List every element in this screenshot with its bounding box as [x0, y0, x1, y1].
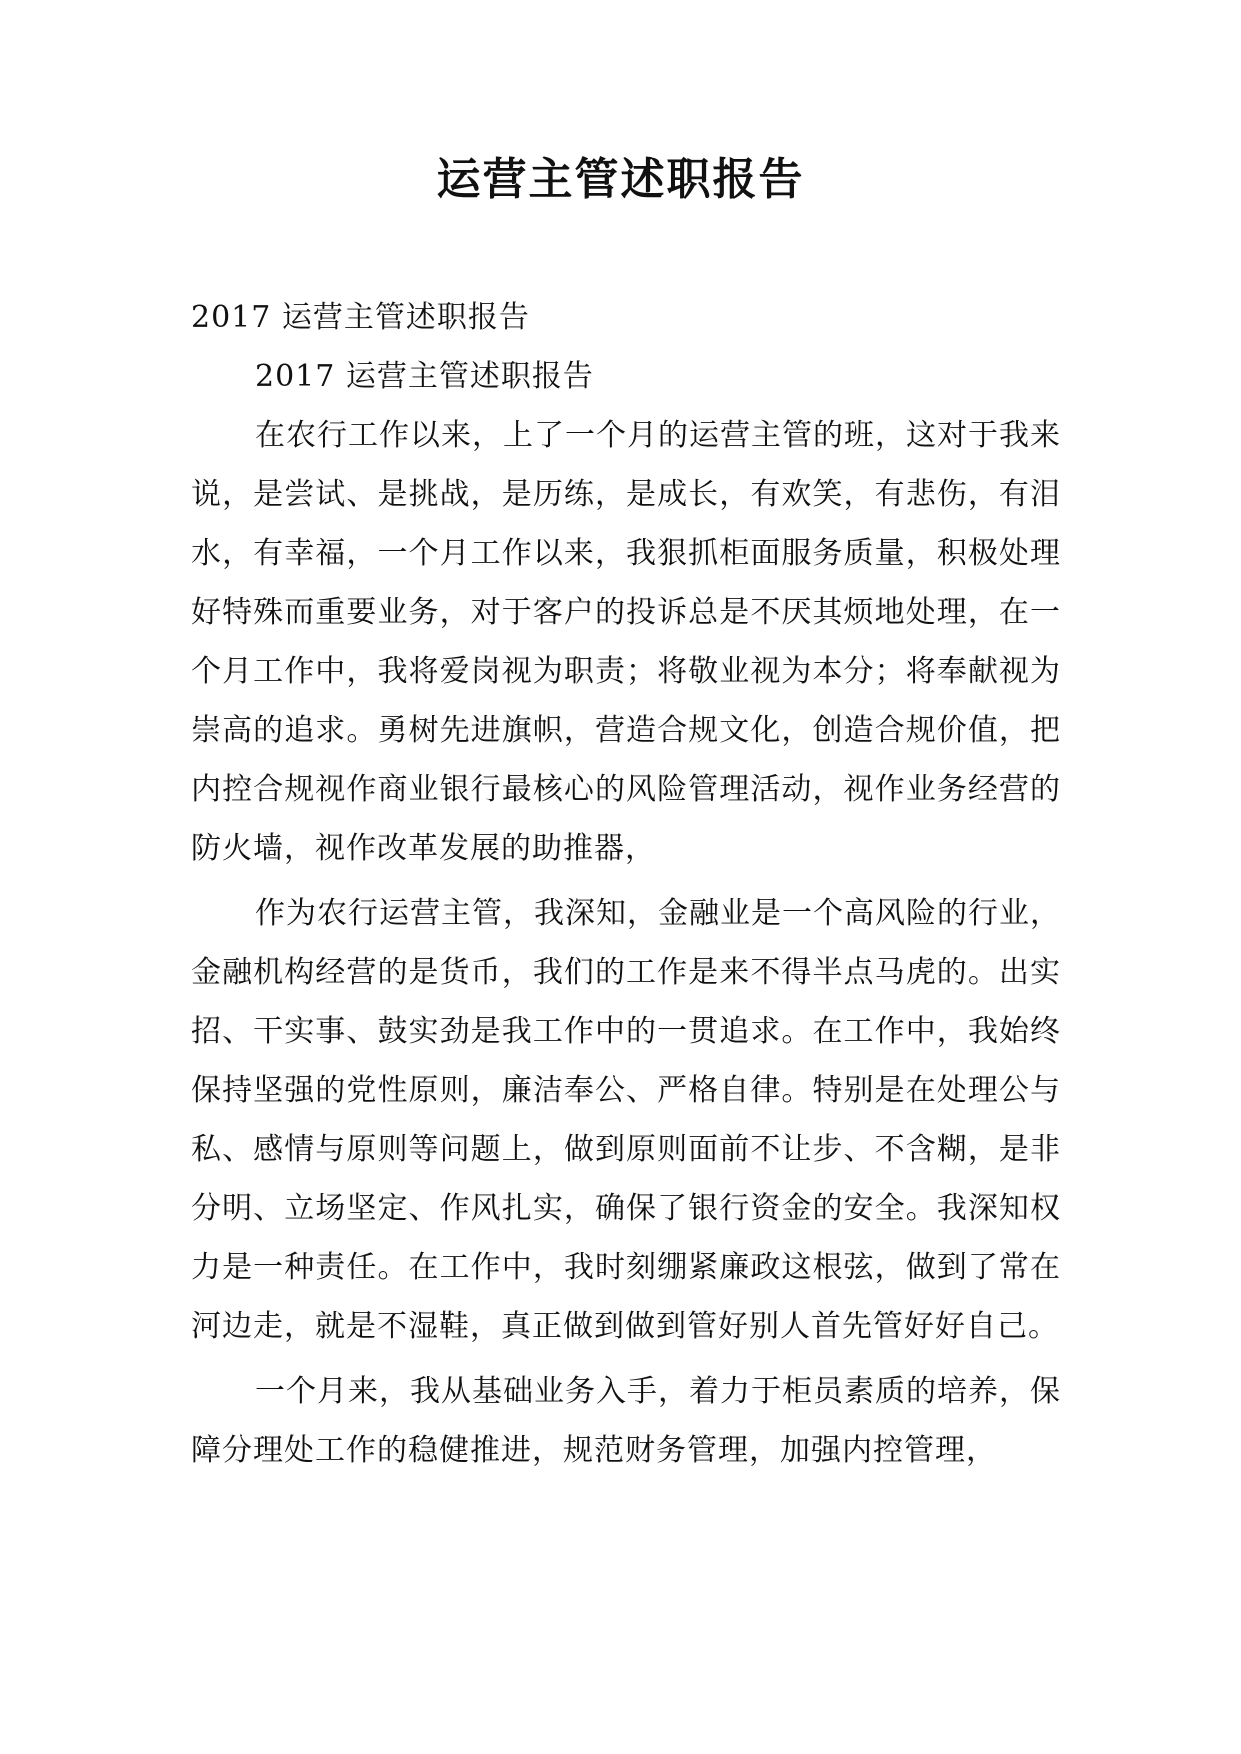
- paragraph: 作为农行运营主管，我深知，金融业是一个高风险的行业，金融机构经营的是货币，我们的工作是来不得半点马虎的。出实招、干实事、鼓实劲是我工作中的一贯追求。在工作中，我始终保持坚强的党性原则，廉洁奉公、严格自律。特别是在处理公与私、感情与原则等问题上，做到原则面前不让步、不含糊，是非分明、立场坚定、作风扎实，确保了银行资金的安全。我深知权力是一种责任。在工作中，我时刻绷紧廉政这根弦，做到了常在河边走，就是不湿鞋，真正做到做到管好别人首先管好好自己。: [191, 896, 1061, 1344]
- document-body: [191, 288, 1061, 1480]
- paragraph: 在农行工作以来，上了一个月的运营主管的班，这对于我来说，是尝试、是挑战，是历练，是成长，有欢笑，有悲伤，有泪水，有幸福，一个月工作以来，我狠抓柜面服务质量，积极处理好特殊而重要业务，对于客户的投诉总是不厌其烦地处理，在一个月工作中，我将爱岗视为职责；将敬业视为本分；将奉献视为崇高的追求。勇树先进旗帜，营造合规文化，创造合规价值，把内控合规视作商业银行最核心的风险管理活动，视作业务经营的防火墙，视作改革发展的助推器，: [191, 418, 1061, 866]
- subtitle-line: 2017 运营主管述职报告: [191, 300, 530, 335]
- document-title: 运营主管述职报告: [436, 154, 805, 205]
- subtitle-indented-line: 2017 运营主管述职报告: [255, 359, 594, 394]
- paragraph: 一个月来，我从基础业务入手，着力于柜员素质的培养，保障分理处工作的稳健推进，规范财务管理，加强内控管理，: [191, 1374, 1061, 1468]
